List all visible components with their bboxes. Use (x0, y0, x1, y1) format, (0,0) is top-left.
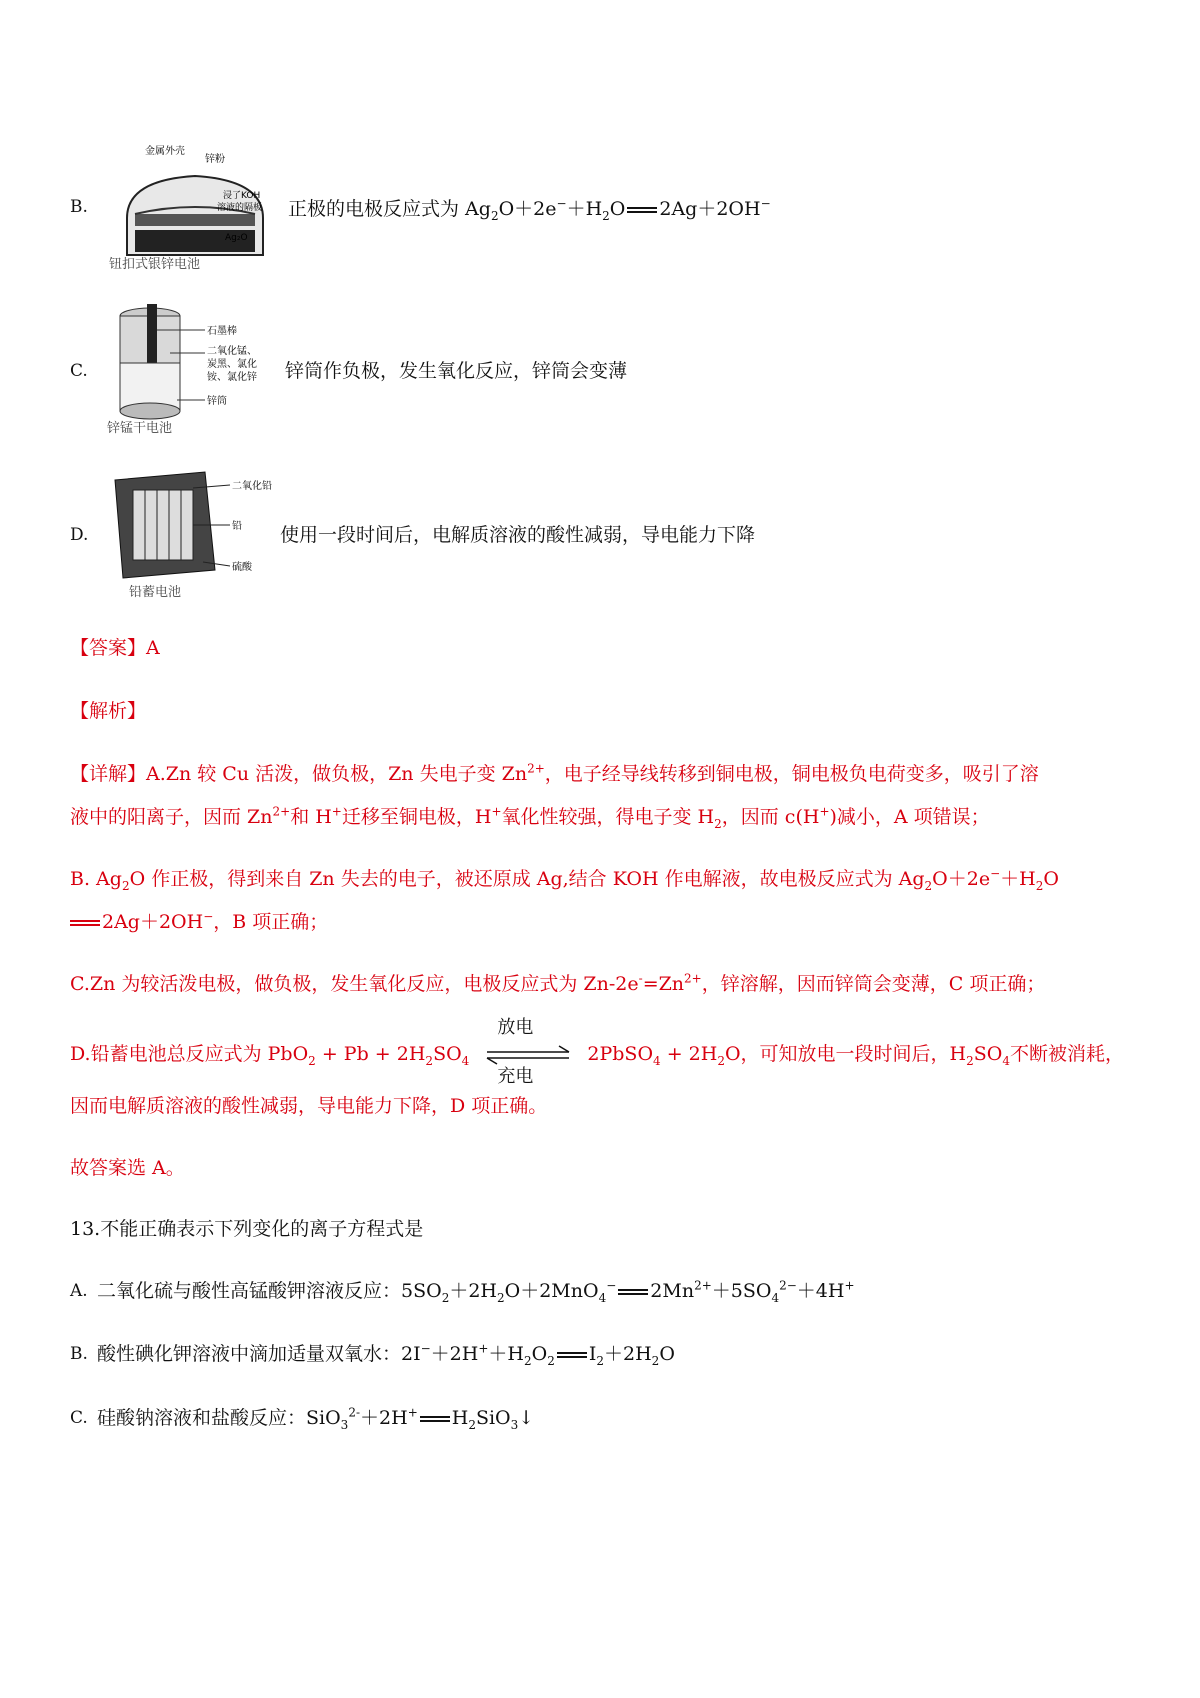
q13-option-c: 硅酸钠溶液和盐酸反应：SiO$_3^{2-}$＋2H+ $H_2SiO_3↓$ (97, 1405, 535, 1432)
detail-c-line: C.Zn 为较活泼电极，做负极，发生氧化反应，电极反应式为 $Zn-2e^-=Zn^{2+}$，锌溶解，因而锌筒会变薄，C 项正确； (70, 971, 1046, 995)
fig-c-label-graphite: 石墨棒 (207, 326, 237, 337)
option-b-letter: B. (70, 197, 88, 217)
fig-c-label-mno2: 二氧化锰、 (207, 346, 257, 357)
option-b-text: 正极的电极反应式为 $Ag_2O+2e^-+H_2O$ 2Ag＋2OH− (288, 196, 771, 223)
fig-c-label-chloride: 铵、氯化锌 (207, 372, 257, 383)
detail-a-line2: 液中的阳离子，因而 $Zn^{2+}$和 H+迁移至铜电极，H+氧化性较强，得电子变 $H_2$，因而 c(H+)减小，A 项错误； (70, 804, 990, 831)
detail-d-line1: D.铅蓄电池总反应式为 $PbO_2 + Pb + 2H_2SO_4$ 放电 充电 2PbSO$_4$ + $2H_2O$，可知放电一段时间后，$H_2SO_4$不断被消耗， (70, 1017, 1125, 1087)
fig-d-label-pbo2: 二氧化铅 (232, 481, 272, 492)
detail-d-line2: 因而电解质溶液的酸性减弱，导电能力下降，D 项正确。 (70, 1095, 548, 1117)
analysis-heading: 【解析】 (70, 700, 147, 722)
dry-cell-figure (105, 298, 285, 438)
lead-acid-figure (105, 460, 285, 600)
charge-label: 充电 (497, 1066, 534, 1087)
button-cell-figure (105, 140, 285, 275)
detail-b-line1: B. $Ag_2O$ 作正极，得到来自 Zn 失去的电子，被还原成 Ag,结合 KOH 作电解液，故电极反应式为 $Ag_2O+2e^-+H_2O$ (70, 866, 1059, 893)
fig-c-title: 锌锰干电池 (107, 421, 173, 436)
q13-option-a: 二氧化硫与酸性高锰酸钾溶液反应：$5SO_2+2H_2O+2MnO_4^-$ $2Mn^{2+}+5SO_4^{2-}+4H^+$ (97, 1278, 855, 1305)
q13-stem: 13.不能正确表示下列变化的离子方程式是 (70, 1218, 424, 1240)
detail-a-line1: 【详解】A.Zn 较 Cu 活泼，做负极，Zn 失电子变 $Zn^{2+}$，电子经导线转移到铜电极，铜电极负电荷变多，吸引了溶 (70, 761, 1039, 785)
option-c-letter: C. (70, 361, 88, 381)
fig-b-label-separator: 溶液的隔板 (217, 203, 263, 213)
fig-b-label-shell: 金属外壳 (145, 146, 185, 157)
fig-b-label-zinc: 锌粉 (205, 154, 225, 165)
fig-b-label-koh: 浸了KOH (223, 191, 261, 201)
conclusion-line: 故答案选 A。 (70, 1157, 185, 1179)
option-d-letter: D. (70, 525, 89, 545)
fig-d-label-acid: 硫酸 (232, 562, 252, 573)
reversible-arrow (485, 1017, 571, 1087)
q13-option-b: 酸性碘化钾溶液中滴加适量双氧水：$2I^-+2H^++H_2O_2$ $I_2+2H_2O$ (97, 1341, 675, 1368)
fig-b-title: 钮扣式银锌电池 (109, 257, 201, 272)
q13-option-a-letter: A. (70, 1281, 88, 1301)
answer-line: 【答案】A (70, 637, 160, 659)
q13-option-c-letter: C. (70, 1408, 88, 1428)
fig-b-label-ag2o: Ag₂O (225, 233, 248, 243)
fig-c-label-zinc-can: 锌筒 (207, 396, 227, 407)
fig-d-label-pb: 铅 (232, 521, 242, 532)
q13-option-b-letter: B. (70, 1344, 88, 1364)
fig-d-title: 铅蓄电池 (129, 585, 182, 600)
discharge-label: 放电 (497, 1017, 534, 1038)
detail-b-line2: 2Ag＋2OH−，B 项正确； (70, 910, 328, 934)
option-c-text: 锌筒作负极，发生氧化反应，锌筒会变薄 (285, 360, 628, 382)
option-d-text: 使用一段时间后，电解质溶液的酸性减弱，导电能力下降 (280, 524, 756, 546)
fig-c-label-carbon: 炭黑、氯化 (207, 359, 257, 370)
